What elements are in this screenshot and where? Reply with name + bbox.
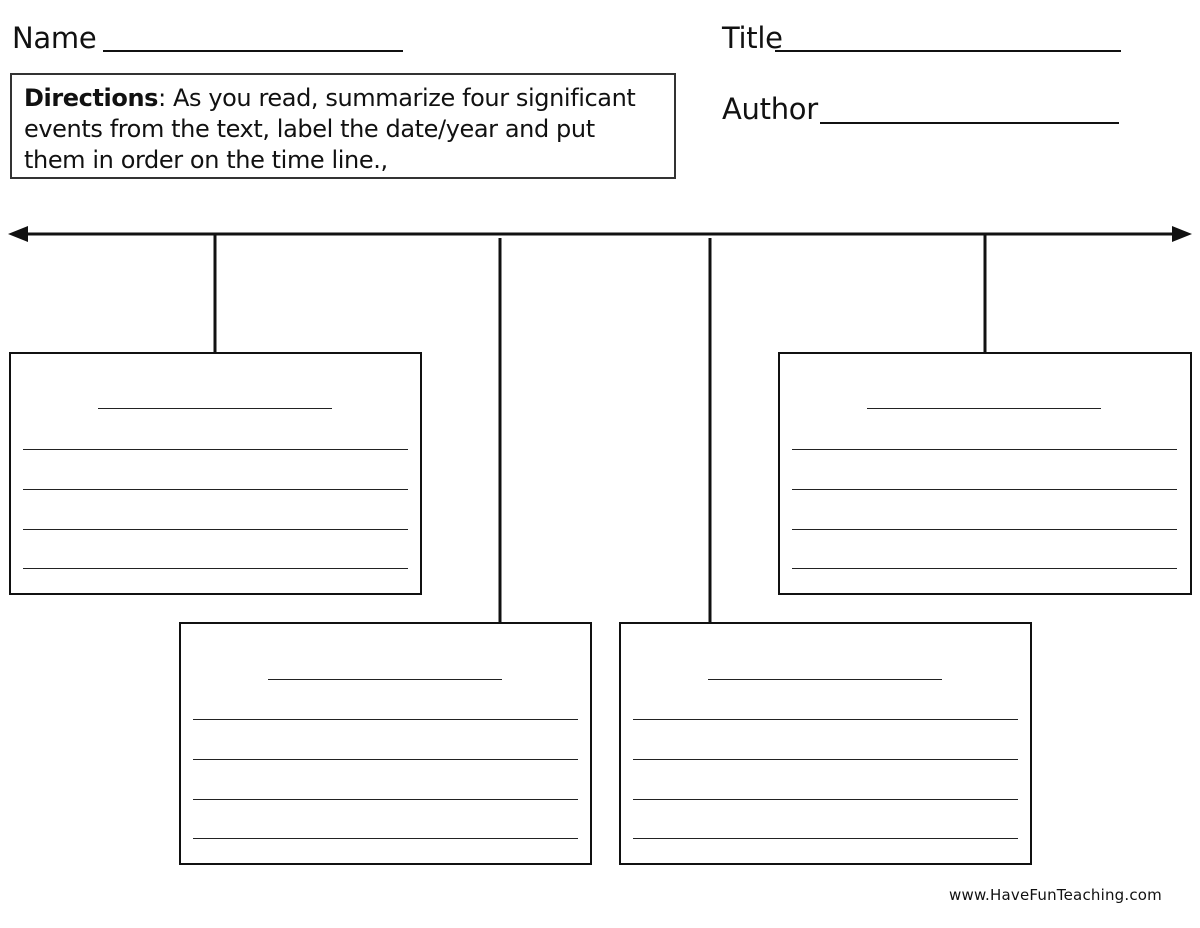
event-summary-line[interactable]	[633, 838, 1018, 839]
event-box-3	[619, 622, 1032, 865]
title-label: Title	[722, 21, 783, 55]
name-label: Name	[12, 21, 97, 55]
event-date-field[interactable]	[268, 679, 502, 680]
event-summary-line[interactable]	[193, 719, 578, 720]
event-box-2	[179, 622, 592, 865]
event-summary-line[interactable]	[792, 568, 1177, 569]
event-summary-line[interactable]	[792, 449, 1177, 450]
event-summary-line[interactable]	[23, 568, 408, 569]
timeline-axis	[8, 226, 1192, 242]
author-label: Author	[722, 92, 818, 126]
event-summary-line[interactable]	[193, 799, 578, 800]
directions-text: : As you read, summarize four significant events from the text, label the date/year and put them in order on the time line.,	[24, 84, 636, 174]
event-summary-line[interactable]	[23, 529, 408, 530]
event-box-1	[9, 352, 422, 595]
arrow-left-icon	[8, 226, 28, 242]
arrow-right-icon	[1172, 226, 1192, 242]
event-summary-line[interactable]	[633, 759, 1018, 760]
event-date-field[interactable]	[708, 679, 942, 680]
event-summary-line[interactable]	[792, 529, 1177, 530]
event-summary-line[interactable]	[23, 489, 408, 490]
event-box-4	[778, 352, 1192, 595]
footer-website: www.HaveFunTeaching.com	[949, 886, 1162, 904]
event-summary-line[interactable]	[23, 449, 408, 450]
event-summary-line[interactable]	[633, 799, 1018, 800]
event-summary-line[interactable]	[792, 489, 1177, 490]
event-date-field[interactable]	[98, 408, 332, 409]
event-summary-line[interactable]	[193, 759, 578, 760]
directions-heading: Directions	[24, 84, 159, 112]
event-summary-line[interactable]	[193, 838, 578, 839]
event-date-field[interactable]	[867, 408, 1101, 409]
event-summary-line[interactable]	[633, 719, 1018, 720]
